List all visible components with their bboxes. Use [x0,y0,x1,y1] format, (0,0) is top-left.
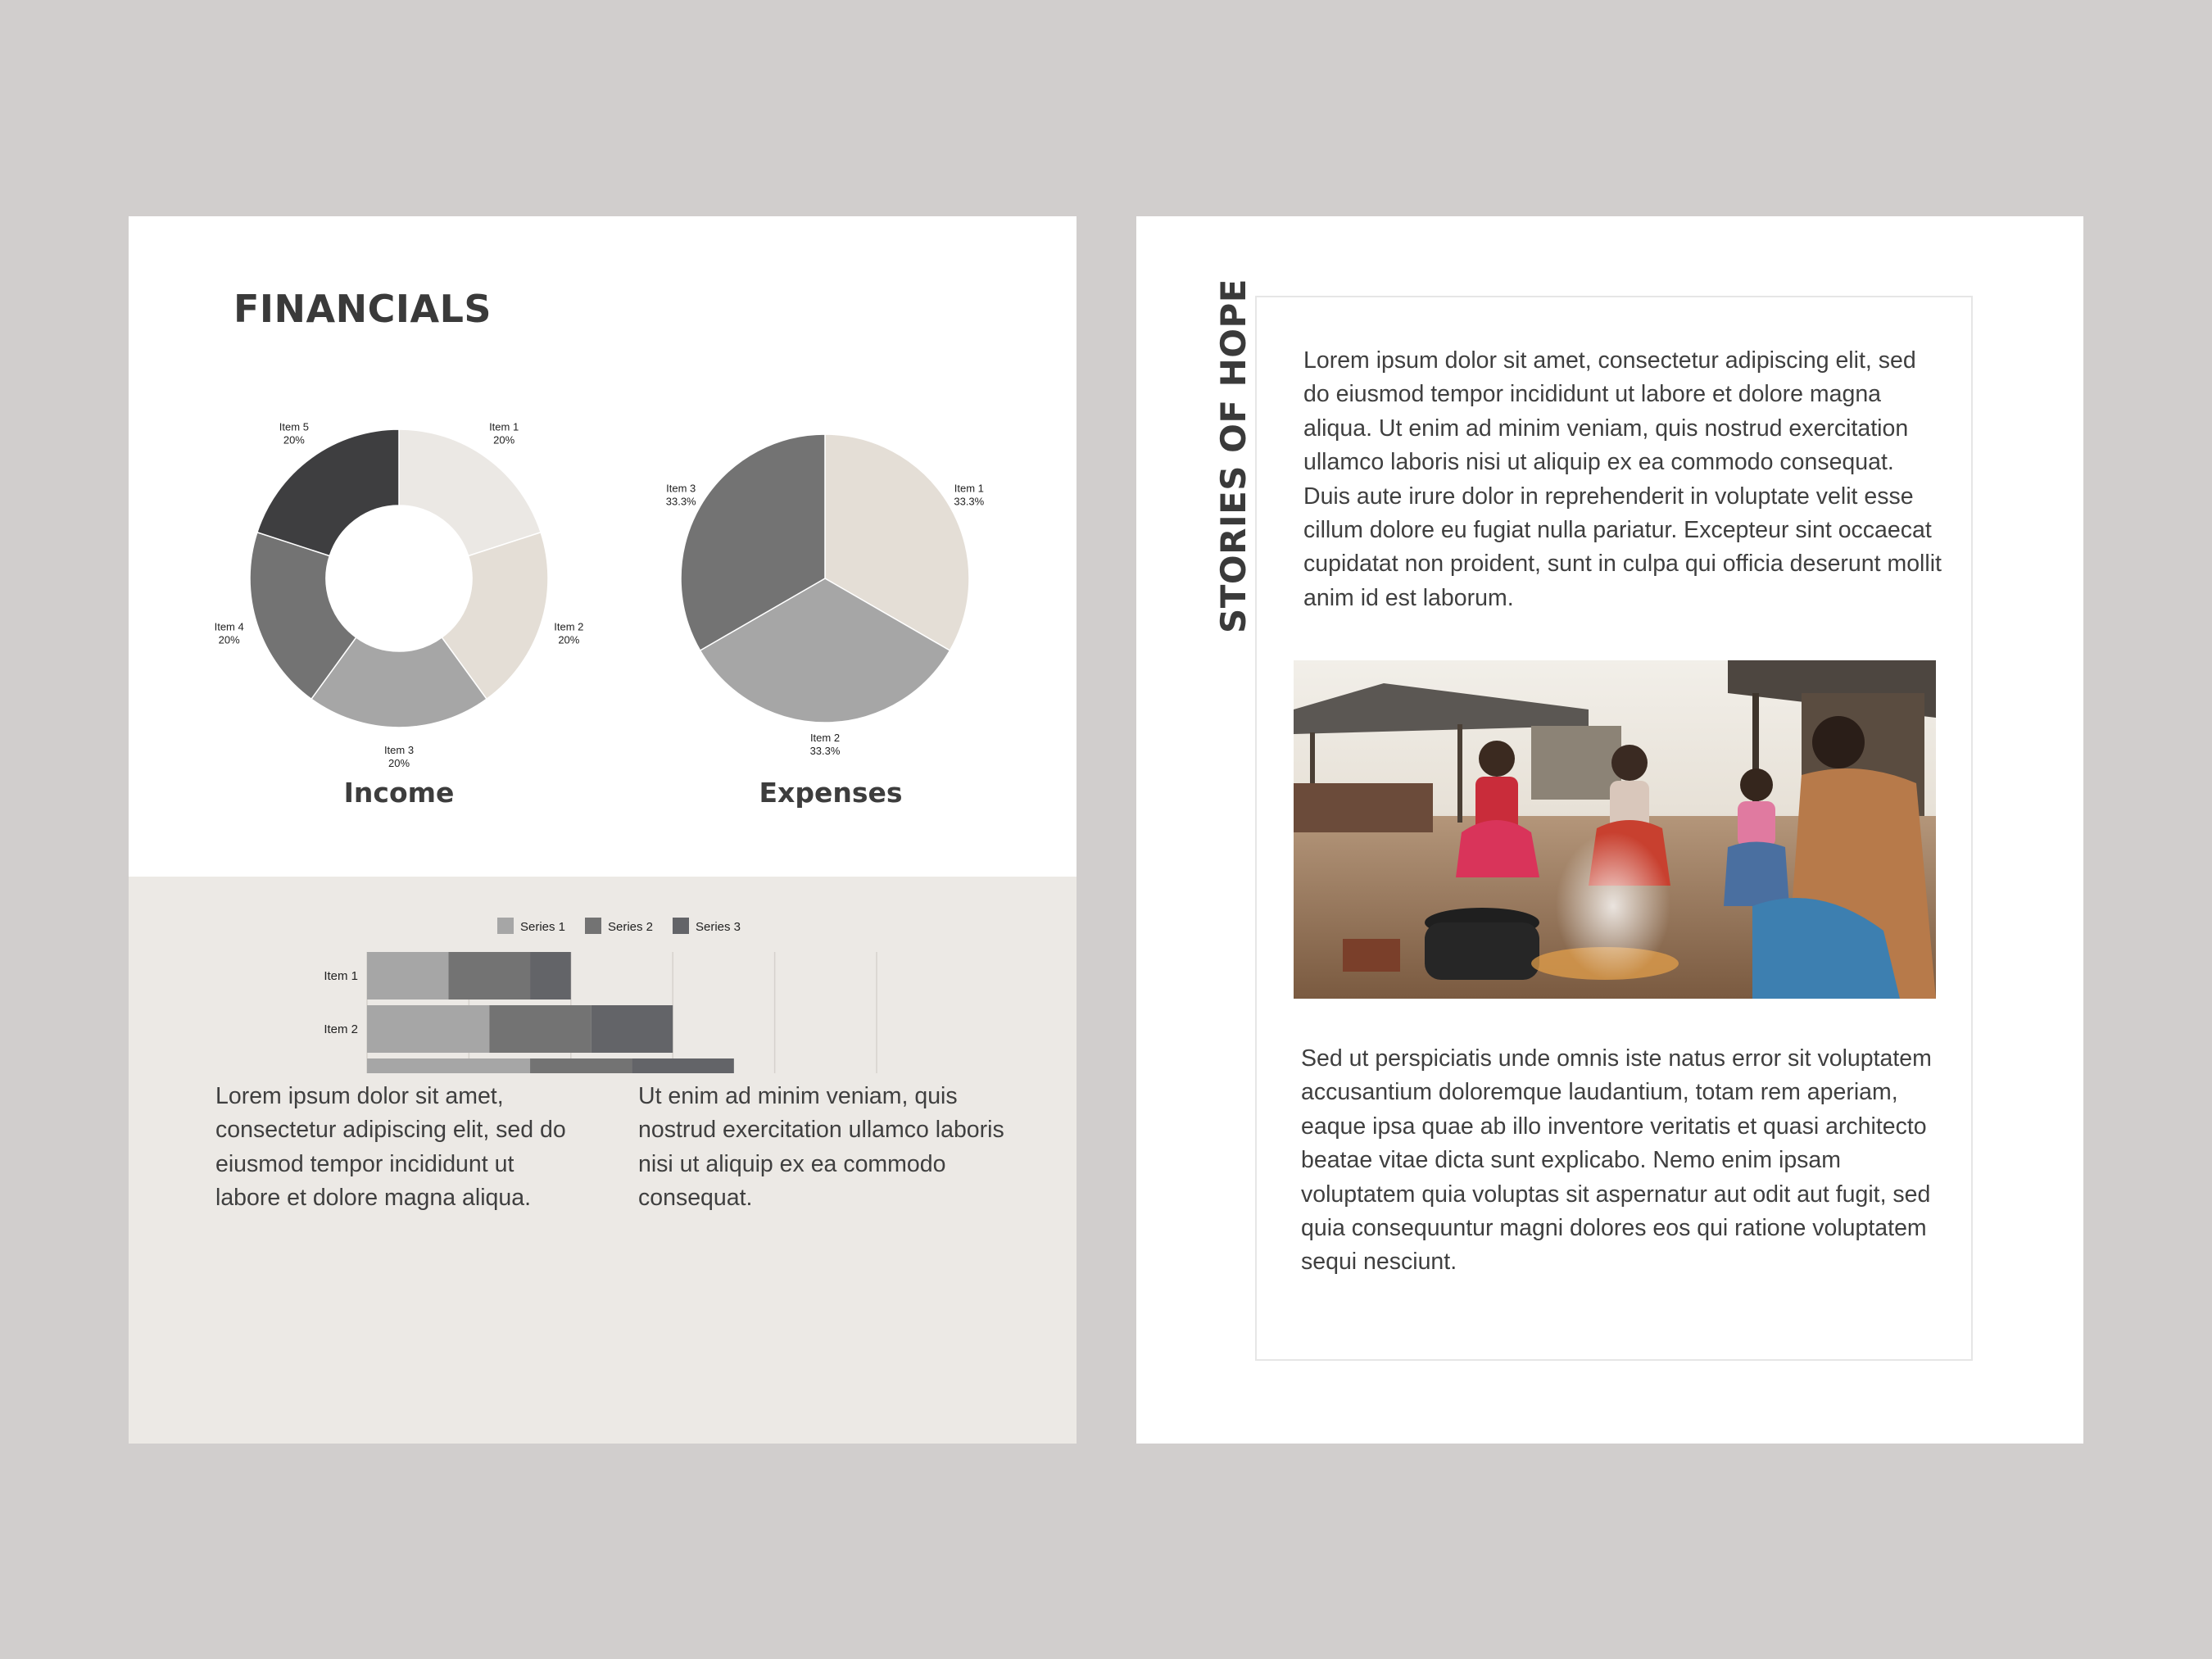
y-tick-2: Item 2 [324,1022,358,1036]
photo-illustration [1294,660,1936,999]
beige-panel [129,877,1077,1444]
expenses-caption: Expenses [759,777,903,809]
income-label-5: Item 5 [279,420,309,433]
stories-page [1136,216,2083,1444]
income-caption: Income [343,777,455,809]
expenses-percent-1: 33.3% [954,495,985,508]
income-percent-1: 20% [493,433,515,446]
legend-swatch-3 [673,918,689,934]
financials-paragraph-2: Ut enim ad minim veniam, quis nostrud exercitation ullamco laboris nisi ut aliquip ex ea commodo consequat. [638,1083,1004,1212]
expenses-label-2: Item 2 [809,732,841,744]
y-tick-1: Item 1 [324,969,358,983]
bar-1-series-2 [449,952,531,999]
stories-title: STORIES OF HOPE [1213,279,1253,633]
income-percent-3: 20% [388,757,410,769]
bar-2-series-3 [592,1005,673,1053]
bar-3-series-1 [367,1058,530,1073]
income-label-3: Item 3 [383,744,415,756]
bar-3-series-2 [530,1058,632,1073]
expenses-percent-2: 33.3% [809,745,841,757]
financials-paragraph-1: Lorem ipsum dolor sit amet, consectetur adipiscing elit, sed do eiusmod tempor incididunt ut labore et dolore magna aliqua. [215,1083,566,1212]
income-slice-1 [399,429,541,555]
expenses-label-3: Item 3 [666,482,696,495]
bar-1-series-1 [367,952,449,999]
bar-2-series-2 [489,1005,591,1053]
stories-paragraph-1: Lorem ipsum dolor sit amet, consectetur adipiscing elit, sed do eiusmod tempor incididunt ut labore et dolore magna aliqua. Ut enim ad minim veniam, quis nostrud exercitation ullamco laboris nisi ut aliquip ex ea commodo consequat. Duis aute irure dolor in reprehenderit in voluptate velit esse cillum dolore eu fugiat nulla pariatur. Excepteur sint occaecat cupidatat non proident, sunt in culpa qui officia deserunt mollit anim id est laborum. [1303,347,1942,611]
legend-swatch-1 [497,918,514,934]
bar-1-series-3 [530,952,571,999]
income-percent-2: 20% [558,633,580,646]
expenses-percent-3: 33.3% [665,495,696,508]
income-label-2: Item 2 [554,620,584,633]
income-percent-4: 20% [218,633,240,646]
financials-page [129,216,1077,1444]
page-title: FINANCIALS [233,287,492,331]
stacked-bar-chart [129,877,1077,1073]
legend-label-1: Series 1 [520,920,566,934]
income-label-4: Item 4 [214,620,244,633]
bar-3-series-3 [632,1058,733,1073]
legend-label-3: Series 3 [696,920,741,934]
stories-paragraph-2: Sed ut perspiciatis unde omnis iste natus error sit voluptatem accusantium doloremque laudantium, totam rem aperiam, eaque ipsa quae ab illo inventore veritatis et quasi architecto beatae vitae dicta sunt explicabo. Nemo enim ipsam voluptatem quia voluptas sit aspernatur aut odit aut fugit, sed quia consequuntur magni dolores eos qui ratione voluptatem sequi nesciunt. [1301,1045,1932,1276]
expenses-label-1: Item 1 [954,482,984,495]
income-label-1: Item 1 [489,420,519,433]
legend-swatch-2 [585,918,601,934]
photo-children-cooking [1294,660,1936,999]
legend-label-2: Series 2 [608,920,654,934]
bar-2-series-1 [367,1005,489,1053]
income-slice-5 [257,429,399,555]
income-percent-5: 20% [283,433,305,446]
